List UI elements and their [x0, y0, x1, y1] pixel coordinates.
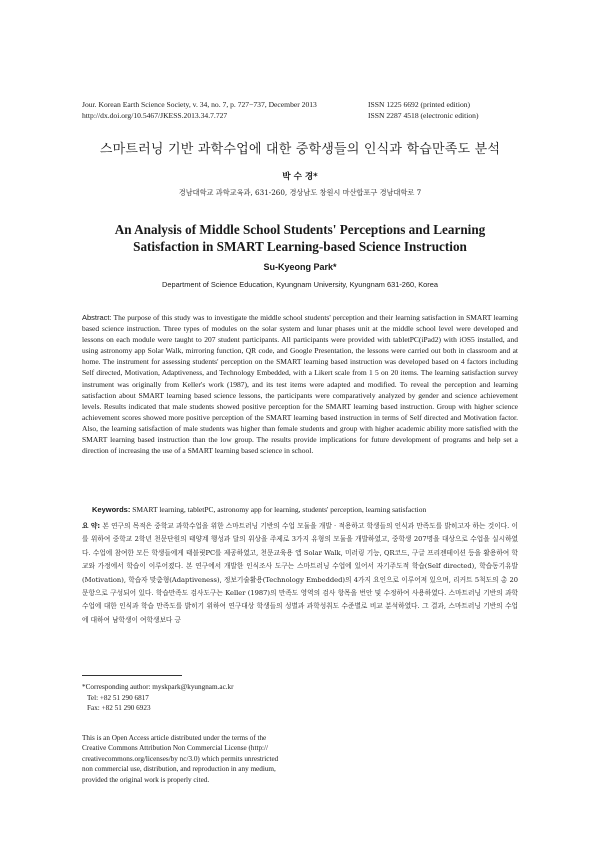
footnote-divider: [82, 675, 182, 676]
journal-citation: Jour. Korean Earth Science Society, v. 34, no. 7, p. 727−737, December 2013: [82, 100, 317, 109]
english-affiliation: Department of Science Education, Kyungnam University, Kyungnam 631-260, Korea: [162, 280, 438, 289]
keywords: [92, 504, 518, 515]
license-line-4: non commercial use, distribution, and reproduction in any medium,: [82, 765, 276, 774]
corresponding-email: *Corresponding author: myskpark@kyungnam.ac.kr: [82, 683, 234, 691]
korean-title: 스마트러닝 기반 과학수업에 대한 중학생들의 인식과 학습만족도 분석: [99, 142, 501, 157]
doi-header-row: [82, 110, 518, 121]
license-line-5: provided the original work is properly cited.: [82, 775, 210, 784]
doi-link[interactable]: http://dx.doi.org/10.5467/JKESS.2013.34.7.727: [82, 111, 228, 120]
abstract-label: Abstract:: [82, 313, 112, 322]
english-author: Su-Kyeong Park*: [263, 262, 337, 272]
issn-print: ISSN 1225 6692 (printed edition): [368, 100, 471, 109]
corresponding-tel: Tel: +82 51 290 6817: [87, 693, 149, 702]
license-line-2: Creative Commons Attribution Non Commercial License (http://: [82, 744, 269, 753]
english-title-line-2: Satisfaction in SMART Learning-based Science Instruction: [133, 239, 467, 254]
corresponding-author-footnote: [82, 682, 234, 714]
korean-abstract-text: 본 연구의 목적은 중학교 과학수업을 위한 스마트러닝 기반의 수업 모듈을 개발 · 적용하고 학생들의 인식과 만족도를 밝히고자 하는 것이다. 이를 위하여 중학교 2학년 천문단원의 태양계 행성과 달의 위상을 주제로 3가지 유형의 모듈을 개발하였고, 중학생 207명을 대상으로 수업을 실시하였다. 수업에 참여한 모든 학생들에게 태블릿PC를 제공하였고, 천문교육용 앱 Solar Walk, 미러링 기능, QR코드, 구글 프리젠테이션 등을 활용하여 학교와 가정에서 학습이 이루어졌다. 본 연구에서 개발한 인식조사 도구는 스마트러닝 수업에 있어서 자기주도적 학습(Self directed), 학습동기유발(Motivation), 학습자 맞춤형(Adaptiveness), 정보기술활용(Technology Embedded)의 4가지 요인으로 이루어져 있으며, 리커트 5척도의 총 20문항으로 구성되어 있다. 학습만족도 검사도구는 Keller (1987)의 만족도 영역의 검사 항목을 번안 및 수정하여 사용하였다. 스마트러닝 기반의 과학수업에 대한 인식과 학습 만족도를 밝히기 위하여 연구대상 학생들의 성별과 과학성취도 수준별로 비교 분석하였다. 그 결과, 스마트러닝 기반의 수업에 대하여 남학생이 여학생보다 긍: [82, 522, 518, 624]
abstract: [82, 312, 518, 456]
korean-affiliation: 경남대학교 과학교육과, 631-260, 경상남도 창원시 마산합포구 경남대학로 7: [178, 188, 422, 197]
open-access-license: [82, 733, 302, 785]
keywords-label: Keywords:: [92, 505, 131, 514]
journal-header-row: [82, 99, 518, 110]
korean-abstract-label: 요 약:: [82, 522, 101, 530]
license-line-3: creativecommons.org/licenses/by nc/3.0) which permits unrestricted: [82, 754, 279, 763]
abstract-text: The purpose of this study was to investigate the middle school students' perception and their learning satisfaction in SMART learning based science instruction. Three types of modules on the solar system and lunar phases unit at the middle school level were developed and lessons on each module were taught to 207 student participants. All participants were provided with tabletPC(iPad2) with iOS5 installed, and using astronomy app Solar Walk, mirroring function, QR code, and Google Presentation, the lessons were carried out both in classroom and at home. The instrument for assessing students' perception on the SMART learning based instruction was developed based on 4 factors including Self directed, Motivation, Adaptiveness, and Technology Embedded, with a Likert scale from 1 5 on 20 items. The learning satisfaction survey instrument was originally from Keller's work (1987), and its test items were adapted and modified. To reveal the perception and learning satisfaction about SMART learning based science lessons, the participants were comparatively analyzed by gender and science achievement levels. Results indicated that male students showed positive perception for the SMART learning based instruction. Group with higher science achievement scores showed more positive perception of the SMART learning based instruction in terms of Self directed and Motivation factor. Also, the learning satisfaction of male students was higher than female students and group with higher academic ability more satisfied with the SMART learning based instruction than the low group. The results provide implications for future development of programs and help set a direction of increasing the use of a SMART learning based science in school.: [82, 313, 518, 456]
issn-electronic: ISSN 2287 4518 (electronic edition): [368, 111, 479, 120]
english-title-line-1: An Analysis of Middle School Students' Perceptions and Learning: [114, 222, 486, 237]
korean-abstract: [82, 520, 518, 627]
korean-author: 박 수 경*: [282, 172, 318, 182]
license-line-1: This is an Open Access article distributed under the terms of the: [82, 734, 267, 742]
english-title: [60, 221, 540, 255]
corresponding-fax: Fax: +82 51 290 6923: [87, 704, 151, 713]
keywords-text: SMART learning, tabletPC, astronomy app for learning, students' perception, learning satisfaction: [132, 505, 427, 514]
